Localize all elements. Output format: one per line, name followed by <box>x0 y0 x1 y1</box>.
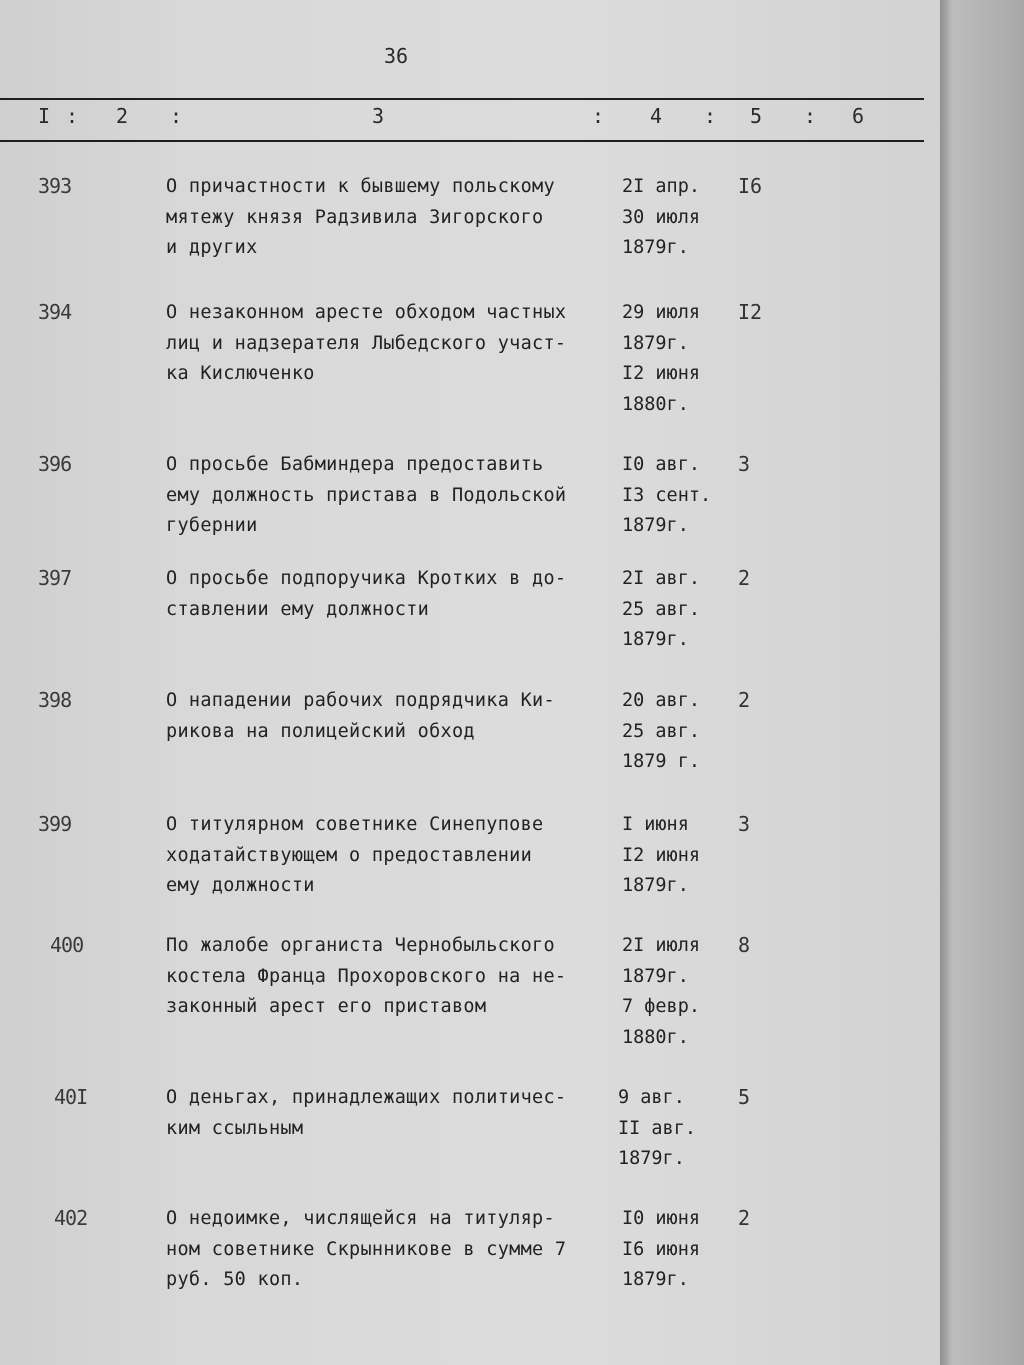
entry-number: 398 <box>38 688 72 712</box>
sheet-count: 3 <box>738 452 751 476</box>
entry-number: 402 <box>54 1206 88 1230</box>
date-line: I0 авг. <box>622 454 700 475</box>
entry-dates <box>622 564 732 656</box>
description-line: ка Кислюченко <box>166 363 315 384</box>
sheet-count: I2 <box>738 300 763 324</box>
description-line: законный арест его приставом <box>166 996 487 1017</box>
column-separator: : <box>592 104 605 128</box>
description-line: О причастности к бывшему польскому <box>166 176 555 197</box>
entry-description <box>166 1083 626 1144</box>
date-line: 1879г. <box>622 237 689 258</box>
date-line: 1880г. <box>622 1026 689 1048</box>
description-line: ким ссыльным <box>166 1117 304 1139</box>
description-line: ему должность пристава в Подольской <box>166 484 567 506</box>
entry-number: 397 <box>38 566 72 590</box>
date-line: 1879г. <box>618 1148 685 1169</box>
entry-description <box>166 931 626 1023</box>
description-line: ему должности <box>166 875 315 896</box>
date-line: 1880г. <box>622 393 689 415</box>
description-line: и других <box>166 237 258 258</box>
date-line: 1879г. <box>622 332 689 354</box>
column-header-1: I <box>38 104 51 128</box>
entry-dates <box>622 686 732 778</box>
description-line: ходатайствующем о предоставлении <box>166 844 533 866</box>
date-line: 1879г. <box>622 515 689 536</box>
entry-dates <box>622 450 732 542</box>
description-line: О нападении рабочих подрядчика Ки- <box>166 690 555 711</box>
description-line: ном советнике Скрынникове в сумме 7 <box>166 1238 567 1260</box>
entry-number: 396 <box>38 452 72 476</box>
date-line: I июня <box>622 814 689 835</box>
date-line: I6 июня <box>622 1238 700 1260</box>
entry-description <box>166 564 626 625</box>
description-line: О незаконном аресте обходом частных <box>166 302 567 323</box>
entry-number: 40I <box>54 1085 88 1109</box>
entry-number: 393 <box>38 174 72 198</box>
column-separator: : <box>704 104 717 128</box>
page-edge-shadow <box>940 0 1024 1365</box>
column-separator: : <box>170 104 183 128</box>
date-line: 20 авг. <box>622 690 700 711</box>
entry-description <box>166 810 626 902</box>
entry-description <box>166 450 626 542</box>
date-line: 1879г. <box>622 965 689 987</box>
description-line: О титулярном советнике Синепупове <box>166 814 544 835</box>
entry-dates <box>622 1204 732 1296</box>
date-line: II авг. <box>618 1117 696 1139</box>
date-line: 2I июля <box>622 935 700 956</box>
date-line: 1879г. <box>622 1269 689 1290</box>
column-header-5: 5 <box>750 104 763 128</box>
header-rule-bottom <box>0 140 924 142</box>
date-line: 7 февр. <box>622 996 700 1017</box>
entry-dates <box>622 931 732 1053</box>
entry-description <box>166 298 626 390</box>
description-line: О недоимке, числящейся на титуляр- <box>166 1208 555 1229</box>
description-line: лиц и надзерателя Лыбедского участ- <box>166 332 567 354</box>
entry-dates <box>622 298 732 420</box>
entry-number: 399 <box>38 812 72 836</box>
description-line: рикова на полицейский обход <box>166 720 475 742</box>
description-line: ставлении ему должности <box>166 598 430 620</box>
entry-dates <box>622 810 732 902</box>
description-line: О просьбе Бабминдера предоставить <box>166 454 544 475</box>
column-header-2: 2 <box>116 104 129 128</box>
column-separator: : <box>804 104 817 128</box>
description-line: О деньгах, принадлежащих политичес- <box>166 1087 567 1108</box>
entry-dates <box>622 172 732 264</box>
column-header-6: 6 <box>852 104 865 128</box>
entry-description <box>166 1204 626 1296</box>
sheet-count: 5 <box>738 1085 751 1109</box>
date-line: 9 авг. <box>618 1087 685 1108</box>
date-line: 25 авг. <box>622 598 700 620</box>
description-line: мятежу князя Радзивила Зигорского <box>166 206 544 228</box>
date-line: 25 авг. <box>622 720 700 742</box>
date-line: I2 июня <box>622 363 700 384</box>
date-line: I0 июня <box>622 1208 700 1229</box>
page-number: 36 <box>384 44 409 68</box>
date-line: 29 июля <box>622 302 700 323</box>
date-line: 1879 г. <box>622 751 700 772</box>
sheet-count: 3 <box>738 812 751 836</box>
sheet-count: 8 <box>738 933 751 957</box>
description-line: губернии <box>166 515 258 536</box>
entry-number: 394 <box>38 300 72 324</box>
date-line: I2 июня <box>622 844 700 866</box>
date-line: 2I апр. <box>622 176 700 197</box>
column-header-3: 3 <box>372 104 385 128</box>
date-line: I3 сент. <box>622 484 712 506</box>
description-line: руб. 50 коп. <box>166 1269 304 1290</box>
sheet-count: 2 <box>738 688 751 712</box>
entry-dates <box>618 1083 728 1175</box>
date-line: 2I авг. <box>622 568 700 589</box>
sheet-count: 2 <box>738 566 751 590</box>
header-rule-top <box>0 98 924 100</box>
sheet-count: I6 <box>738 174 763 198</box>
sheet-count: 2 <box>738 1206 751 1230</box>
entry-description <box>166 172 626 264</box>
date-line: 1879г. <box>622 875 689 896</box>
description-line: О просьбе подпоручика Кротких в до- <box>166 568 567 589</box>
column-separator: : <box>66 104 79 128</box>
column-header-4: 4 <box>650 104 663 128</box>
date-line: 1879г. <box>622 629 689 650</box>
description-line: костела Франца Прохоровского на не- <box>166 965 567 987</box>
entry-number: 400 <box>50 933 84 957</box>
description-line: По жалобе органиста Чернобыльского <box>166 935 555 956</box>
entry-description <box>166 686 626 747</box>
date-line: 30 июля <box>622 206 700 228</box>
